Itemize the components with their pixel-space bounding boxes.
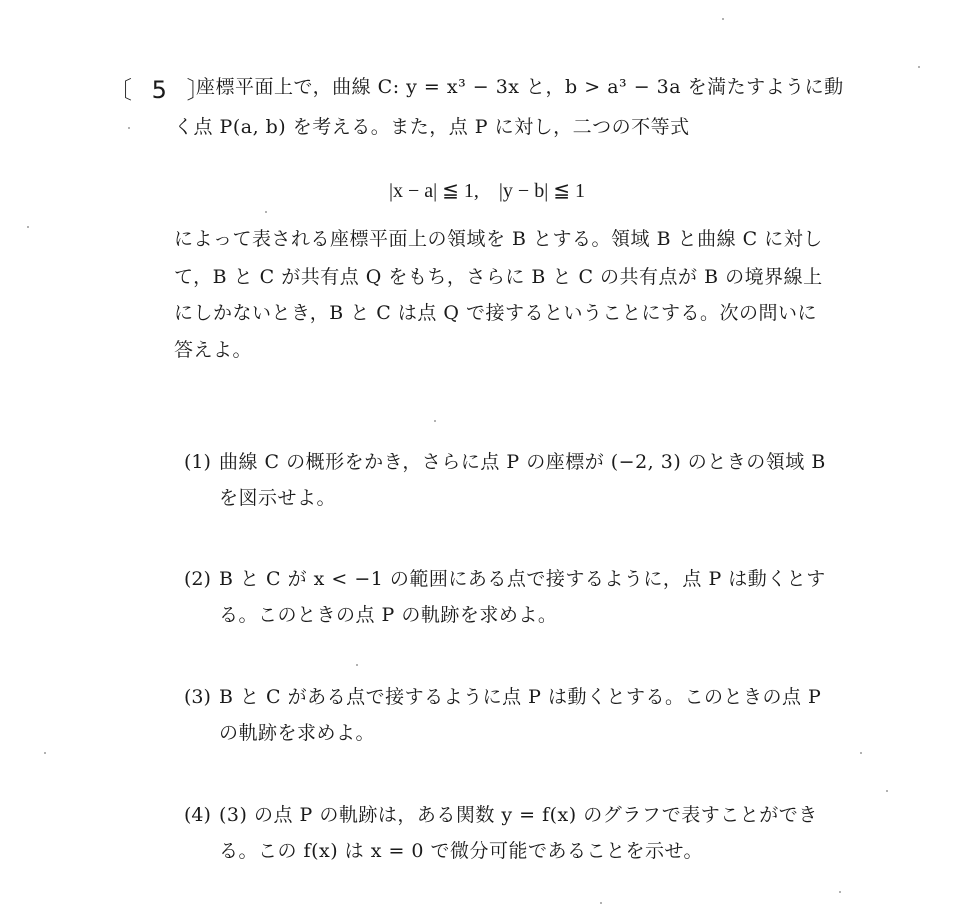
scan-speck [918, 66, 920, 68]
scan-speck [44, 752, 46, 754]
question-3-label: (3) [184, 686, 211, 708]
body-line-2: て，B と C が共有点 Q をもち，さらに B と C の共有点が B の境界線上 [174, 266, 823, 288]
question-2-line-2: る。このときの点 P の軌跡を求めよ。 [219, 604, 558, 626]
question-4-line-2: る。この f(x) は x = 0 で微分可能であることを示せ。 [219, 840, 703, 862]
question-3-line-1: B と C がある点で接するように点 P は動くとする。このときの点 P [219, 686, 822, 708]
body-line-3: にしかないとき，B と C は点 Q で接するということにする。次の問いに [174, 302, 818, 324]
question-3-line-2: の軌跡を求めよ。 [219, 722, 376, 744]
question-2-line-1: B と C が x < −1 の範囲にある点で接するように，点 P は動くとす [219, 568, 826, 590]
body-line-1: によって表される座標平面上の領域を B とする。領域 B と曲線 C に対し [174, 228, 823, 250]
inequality-formula: |x − a| ≦ 1, |y − b| ≦ 1 [389, 180, 585, 202]
scan-speck [600, 902, 602, 904]
scan-speck [27, 226, 29, 228]
problem-number: 〔 5 〕 [108, 76, 217, 104]
question-1-line-1: 曲線 C の概形をかき，さらに点 P の座標が (−2, 3) のときの領域 B [219, 451, 826, 473]
scan-speck [886, 790, 888, 792]
question-1-label: (1) [184, 451, 211, 473]
question-1-line-2: を図示せよ。 [219, 487, 337, 509]
question-4-line-1: (3) の点 P の軌跡は，ある関数 y = f(x) のグラフで表すことができ [219, 804, 818, 826]
intro-line-1: 座標平面上で，曲線 C: y = x³ − 3x と，b > a³ − 3a を満たすように動 [196, 76, 844, 98]
scan-speck [860, 752, 862, 754]
question-2-label: (2) [184, 568, 211, 590]
scan-speck [839, 891, 841, 893]
intro-line-2: く点 P(a, b) を考える。また，点 P に対し，二つの不等式 [174, 116, 690, 138]
scan-speck [434, 420, 436, 422]
scan-speck [128, 127, 130, 129]
scan-speck [265, 211, 267, 213]
scan-speck [722, 18, 724, 20]
question-4-label: (4) [184, 804, 211, 826]
scan-speck [356, 664, 358, 666]
body-line-4: 答えよ。 [174, 339, 253, 361]
